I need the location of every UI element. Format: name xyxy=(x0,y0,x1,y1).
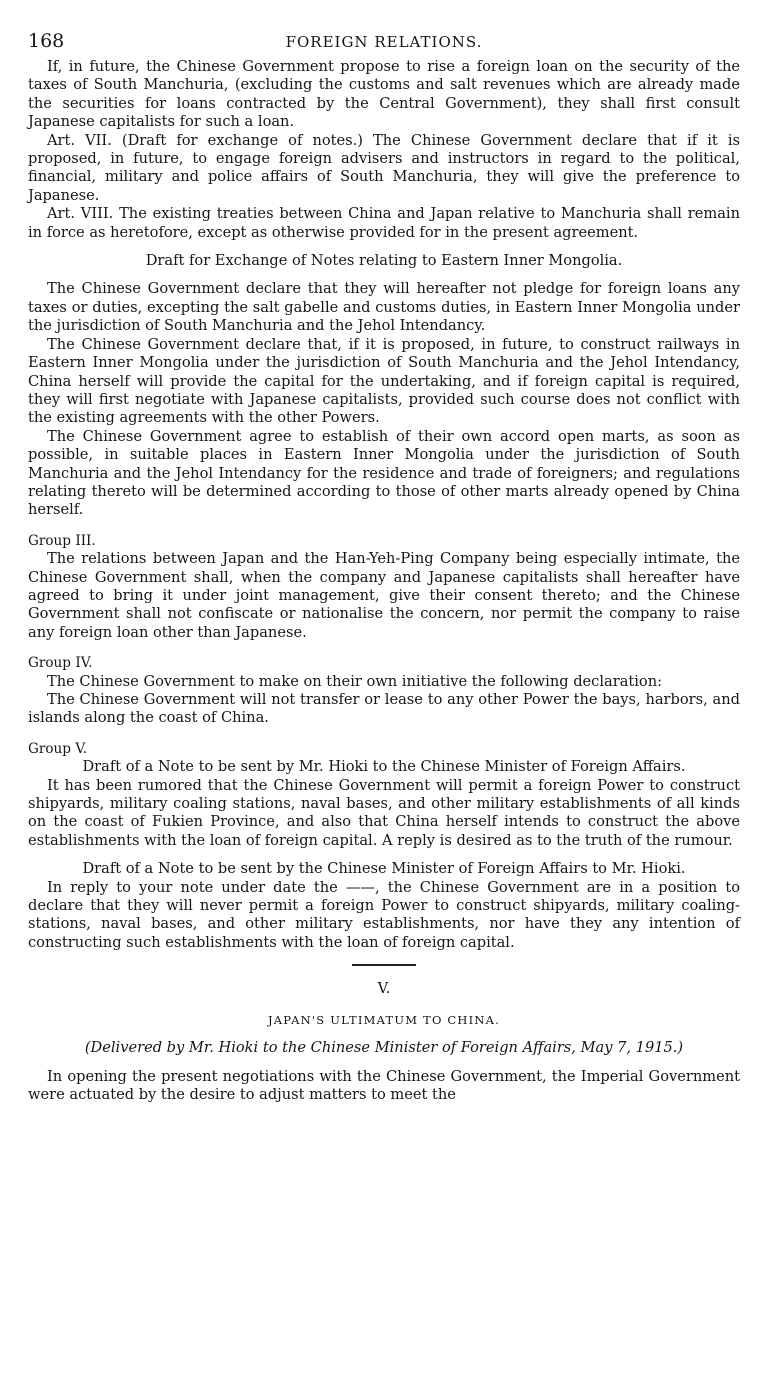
page-number: 168 xyxy=(28,30,65,52)
note-2-text: In reply to your note under date the ——, the Chinese Government are in a position to declare that they will never permit a foreign Power to construct shipyards, military coaling-stations, naval bases, and other military establishments, nor have they any intention of constructing such establishments with the loan of foreign capital. xyxy=(28,878,740,951)
paragraph-art-viii: Art. VIII. The existing treaties between China and Japan relative to Manchuria shall remain in force as heretofore, except as otherwise provided for in the present agreement. xyxy=(28,205,740,241)
section-title: JAPAN'S ULTIMATUM TO CHINA. xyxy=(267,1012,501,1027)
note-1-heading: Draft of a Note to be sent by Mr. Hioki to the Chinese Minister of Foreign Affairs. xyxy=(82,758,686,776)
ultimatum-opening-paragraph: In opening the present negotiations with the Chinese Government, the Imperial Government were actuated by the desire to adjust matters to meet the xyxy=(28,1067,740,1103)
note-1-text: It has been rumored that the Chinese Government will permit a foreign Power to construct shipyards, military coaling stations, naval bases, and other military establishments of all kinds on the coast of Fukien Province, and also that China herself intends to construct the above establishments with the loan of foreign capital. A reply is desired as to the truth of the rumour. xyxy=(28,776,740,849)
mongolia-heading: Draft for Exchange of Notes relating to Eastern Inner Mongolia. xyxy=(145,252,623,270)
mongolia-paragraph: The Chinese Government declare that they will hereafter not pledge for foreign loans any taxes or duties, excepting the salt gabelle and customs duties, in Eastern Inner Mongolia under the jurisdiction of South Manchuria and the Jehol Intendancy. xyxy=(28,280,740,335)
group-iii-text: The relations between Japan and the Han-Yeh-Ping Company being especially intimate, the Chinese Government shall, when the company and Japanese capitalists shall hereafter have agreed to bring it under joint management, give their consent thereto; and the Chinese Government shall not confiscate or nationalise the concern, nor permit the company to raise any foreign loan other than Japanese. xyxy=(28,550,740,641)
document-page xyxy=(28,30,740,1104)
section-divider xyxy=(352,964,416,966)
running-title: FOREIGN RELATIONS. xyxy=(285,33,483,51)
mongolia-paragraph: The Chinese Government agree to establish of their own accord open marts, as soon as possible, in suitable places in Eastern Inner Mongolia under the jurisdiction of South Manchuria and the Jehol Intendancy for the residence and trade of foreigners; and regulations relating thereto will be determined according to those of other marts already opened by China herself. xyxy=(28,427,740,519)
note-2-heading: Draft of a Note to be sent by the Chinese Minister of Foreign Affairs to Mr. Hioki. xyxy=(82,860,686,878)
page-header xyxy=(28,30,740,58)
section-number: V. xyxy=(377,980,391,998)
group-v-label: Group V. xyxy=(28,740,88,757)
delivery-note: (Delivered by Mr. Hioki to the Chinese Minister of Foreign Affairs, May 7, 1915.) xyxy=(84,1039,684,1057)
group-iv-declaration: The Chinese Government will not transfer or lease to any other Power the bays, harbors, and islands along the coast of China. xyxy=(28,691,740,727)
paragraph-loan-security: If, in future, the Chinese Government propose to rise a foreign loan on the security of the taxes of South Manchuria, (excluding the customs and salt revenues which are already made the securities for loans contracted by the Central Government), they shall first consult Japanese capitalists for such a loan. xyxy=(28,58,740,131)
mongolia-paragraph: The Chinese Government declare that, if it is proposed, in future, to construct railways in Eastern Inner Mongolia under the jurisdiction of South Manchuria and the Jehol Intendancy, China herself will provide the capital for the undertaking, and if foreign capital is required, they will first negotiate with Japanese capitalists, provided such course does not conflict with the existing agreements with the other Powers. xyxy=(28,335,740,427)
paragraph-art-vii: Art. VII. (Draft for exchange of notes.) The Chinese Government declare that if it is proposed, in future, to engage foreign advisers and instructors in regard to the political, financial, military and police affairs of South Manchuria, they will give the preference to Japanese. xyxy=(28,131,740,204)
group-iii-label: Group III. xyxy=(28,532,96,549)
group-iv-text: The Chinese Government to make on their own initiative the following declaration: xyxy=(47,672,663,690)
group-iv-label: Group IV. xyxy=(28,655,93,672)
